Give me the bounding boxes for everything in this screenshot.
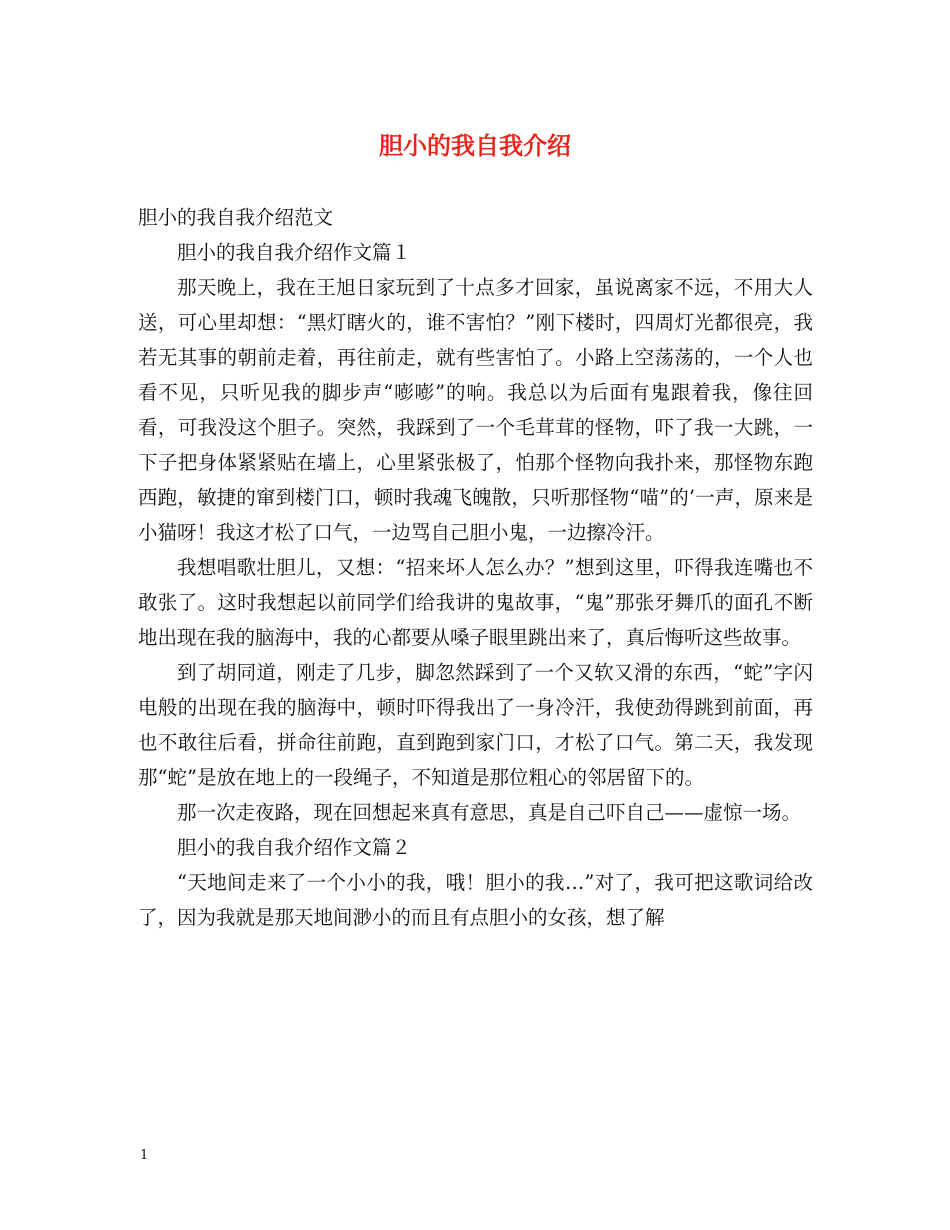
document-title: 胆小的我自我介绍 xyxy=(379,131,571,160)
paragraph-section-heading-1: 胆小的我自我介绍作文篇１ xyxy=(177,241,412,264)
paragraph: 到了胡同道，刚走了几步，脚忽然踩到了一个又软又滑的东西，“蛇”字闪电般的出现在我的脑海中，顿时吓得我出了一身冷汗，我使劲得跳到前面，再也不敢往后看，拼命往前跑，直到跑到家门口，才松了口气。第二天，我发现那“蛇”是放在地上的一段绳子，不知道是那位粗心的邻居留下的。 xyxy=(138,661,813,789)
paragraph: 那一次走夜路，现在回想起来真有意思，真是自己吓自己——虚惊一场。 xyxy=(177,801,802,824)
page-number: 1 xyxy=(140,1148,149,1163)
paragraph: “天地间走来了一个小小的我，哦！胆小的我…”对了，我可把这歌词给改了，因为我就是那天地间渺小的而且有点胆小的女孩，想了解 xyxy=(138,871,813,929)
document-body xyxy=(138,200,813,935)
paragraph: 那天晚上，我在王旭日家玩到了十点多才回家，虽说离家不远，不用大人送，可心里却想：“黑灯瞎火的，谁不害怕？”刚下楼时，四周灯光都很亮，我若无其事的朝前走着，再往前走，就有些害怕了。小路上空荡荡的，一个人也看不见，只听见我的脚步声“嘭嘭”的响。我总以为后面有鬼跟着我，像往回看，可我没这个胆子。突然，我踩到了一个毛茸茸的怪物，吓了我一大跳，一下子把身体紧紧贴在墙上，心里紧张极了，怕那个怪物向我扑来，那怪物东跑西跑，敏捷的窜到楼门口，顿时我魂飞魄散，只听那怪物“喵”的’一声，原来是小猫呀！我这才松了口气，一边骂自己胆小鬼，一边擦冷汗。 xyxy=(138,276,813,544)
paragraph-section-heading-2: 胆小的我自我介绍作文篇２ xyxy=(177,836,412,859)
paragraph: 我想唱歌壮胆儿，又想：“招来坏人怎么办？”想到这里，吓得我连嘴也不敢张了。这时我想起以前同学们给我讲的鬼故事，“鬼”那张牙舞爪的面孔不断地出现在我的脑海中，我的心都要从嗓子眼里跳出来了，真后悔听这些故事。 xyxy=(138,556,813,649)
paragraph-subtitle: 胆小的我自我介绍范文 xyxy=(138,206,334,229)
